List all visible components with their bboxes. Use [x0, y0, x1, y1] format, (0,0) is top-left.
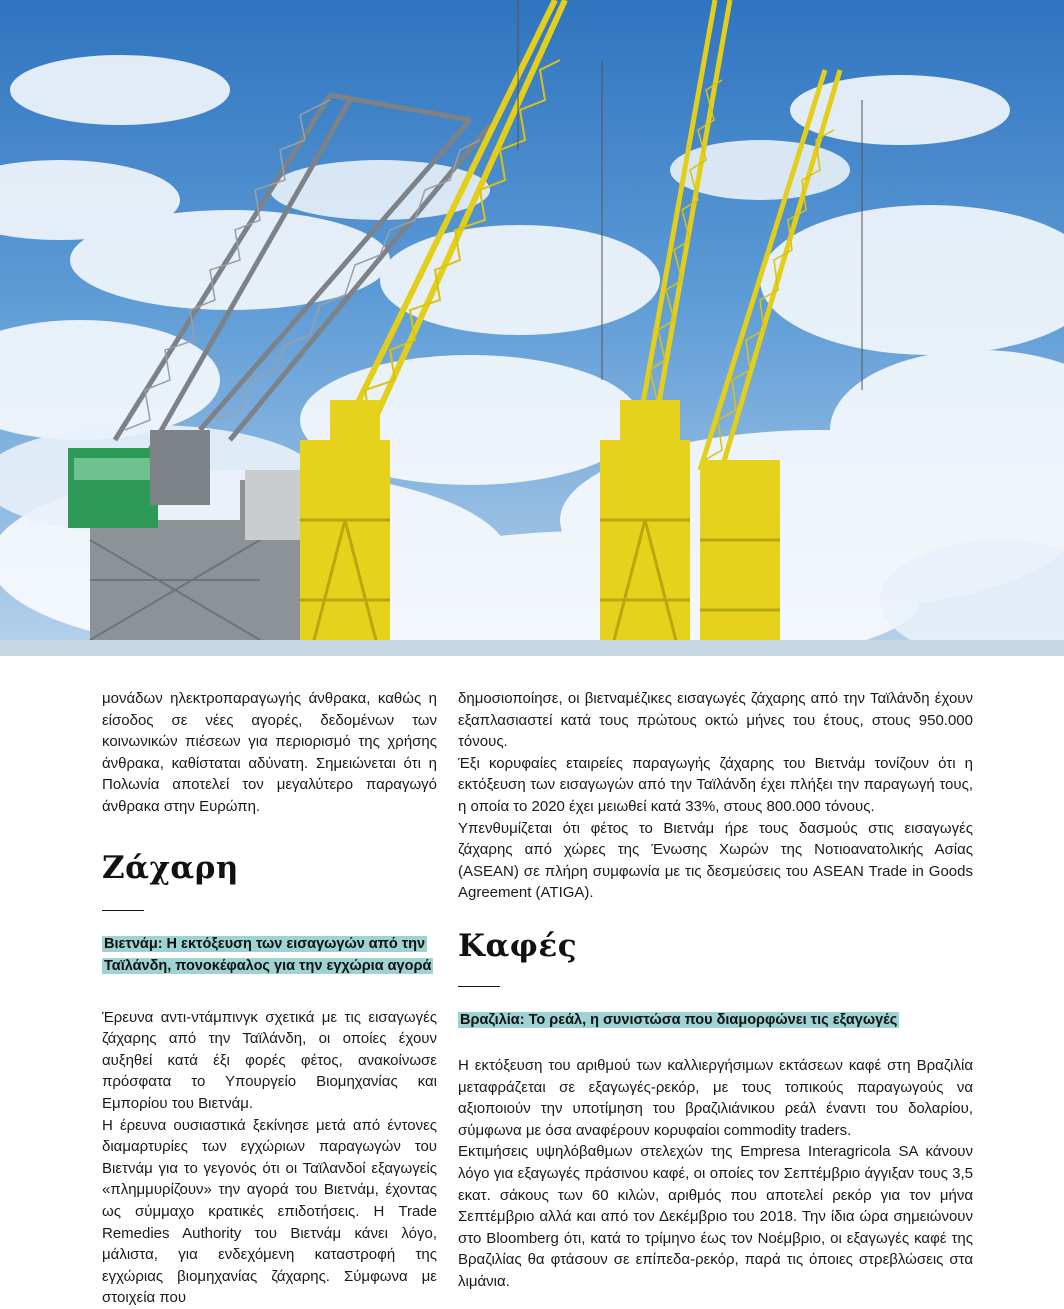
subheading-brazil — [458, 1009, 973, 1031]
subheading-vietnam-text: Βιετνάμ: Η εκτόξευση των εισαγωγών από την Ταϊλάνδη, πονοκέφαλος για την εγχώρια αγορά — [104, 935, 432, 974]
subheading-vietnam — [102, 933, 437, 977]
subheading-brazil-text: Βραζιλία: Το ρεάλ, η συνιστώσα που διαμορφώνει τις εξαγωγές — [460, 1011, 898, 1028]
section-heading-sugar: Ζάχαρη — [102, 849, 239, 886]
paragraph: Η έρευνα ουσιαστικά ξεκίνησε μετά από έντονες διαμαρτυρίες των εγχώριων παραγωγών του Βιετνάμ για το γεγονός ότι οι Ταϊλανδοί εξαγωγείς «πλημμυρίζουν» την αγορά του Βιετνάμ, έχοντας ως σύμμαχο κρατικές επιδοτήσεις. Η Trade Remedies Authority του Βιετνάμ κάνει λόγο, μάλιστα, για ενδεχόμενη καταστροφή της εγχώριας βιομηχανίας ζάχαρης. Σύμφωνα με στοιχεία που — [102, 1116, 437, 1307]
paragraph: Η εκτόξευση του αριθμού των καλλιεργήσιμων εκτάσεων καφέ στη Βραζιλία μεταφράζεται σε εξαγωγές-ρεκόρ, με τους τοπικούς παραγωγούς να αξιοποιούν την υποτίμηση του βραζιλιάνικου ρεάλ έναντι του δολαρίου, σύμφωνα με όσα αναφέρουν κορυφαίοι commodity traders. — [458, 1056, 973, 1139]
right-column — [458, 688, 973, 1292]
intro-paragraph: μονάδων ηλεκτροπαραγωγής άνθρακα, καθώς η είσοδος σε νέες αγορές, δεδομένων των κοινωνικών πιέσεων για περιορισμό της χρήσης άνθρακα, καθίσταται αδύνατη. Σημειώνεται ότι η Πολωνία αποτελεί τον μεγαλύτερο παραγωγό άνθρακα στην Ευρώπη. — [102, 690, 437, 815]
paragraph: Έρευνα αντι-ντάμπινγκ σχετικά με τις εισαγωγές ζάχαρης από την Ταϊλάνδη, οι οποίες έχουν αυξηθεί κατά έξι φορές φέτος, ανακοίνωσε πρόσφατα το Υπουργείο Βιομηχανίας και Εμπορίου του Βιετνάμ. — [102, 1008, 437, 1112]
paragraph: Έξι κορυφαίες εταιρείες παραγωγής ζάχαρης του Βιετνάμ τονίζουν ότι η εκτόξευση των εισαγωγών από την Ταϊλάνδη έχει πλήξει την παραγωγή τους, η οποία το 2020 έχει μειωθεί κατά 33%, στους 800.000 τόνους. — [458, 754, 973, 815]
paragraph: δημοσιοποίησε, οι βιετναμέζικες εισαγωγές ζάχαρης από την Ταϊλάνδη έχουν εξαπλασιαστεί κατά τους πρώτους οκτώ μήνες του έτους, στους 950.000 τόνους. — [458, 690, 973, 751]
left-column — [102, 688, 437, 1309]
paragraph: Υπενθυμίζεται ότι φέτος το Βιετνάμ ήρε τους δασμούς στις εισαγωγές ζάχαρης από χώρες της Ένωσης Χωρών της Νοτιοανατολικής Ασίας (ASEAN) σε πλήρη συμφωνία με τις δεσμεύσεις του ASEAN Trade in Goods Agreement (ATIGA). — [458, 819, 973, 902]
paragraph: Εκτιμήσεις υψηλόβαθμων στελεχών της Empresa Interagricola SA κάνουν λόγο για εξαγωγές πράσινου καφέ, οι οποίες τον Σεπτέμβριο άγγιξαν τους 3,5 εκατ. σάκους των 60 κιλών, αριθμός που αποτελεί ρεκόρ για τον μήνα Σεπτέμβριο αλλά και από τον Δεκέμβριο του 2018. Την ίδια ώρα σημειώνουν στο Bloomberg ότι, κατά το τρίμηνο έως τον Νοέμβριο, οι εξαγωγές καφέ της Βραζιλίας θα φτάσουν σε επίπεδα-ρεκόρ, παρά τις όποιες στρεβλώσεις στα λιμάνια. — [458, 1143, 973, 1290]
section-heading-coffee: Καφές — [458, 927, 578, 964]
